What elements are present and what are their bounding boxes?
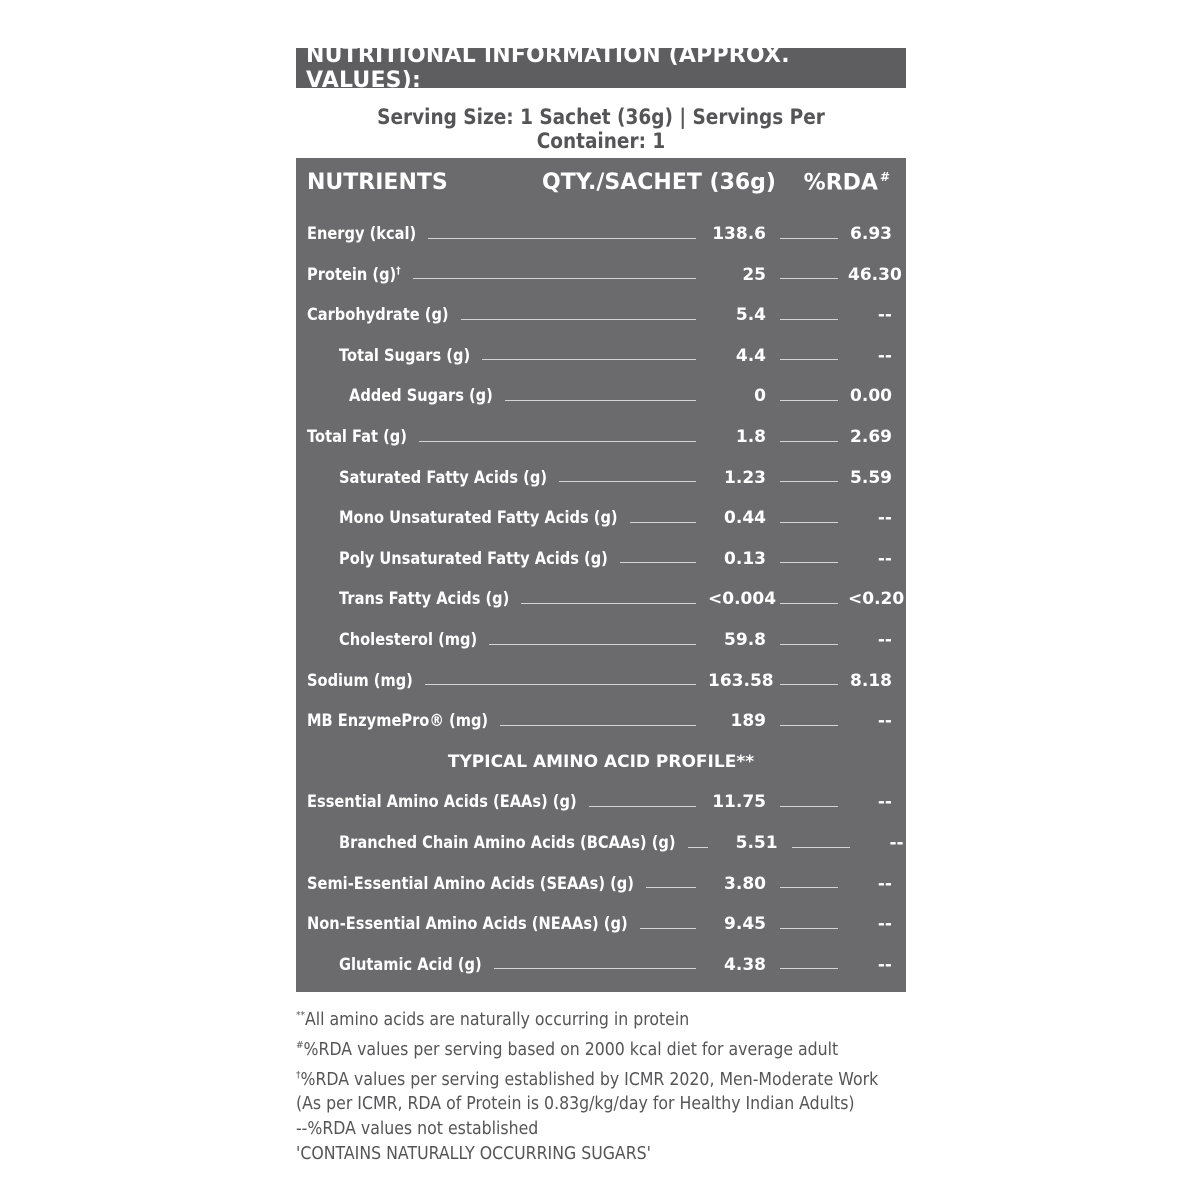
footnote <box>296 1033 854 1063</box>
nutrient-rda: -- <box>877 711 892 732</box>
nutrient-qty: 163.58 <box>708 670 774 691</box>
nutrient-name-text: Protein (g) <box>307 264 397 285</box>
nutrient-name <box>339 468 547 488</box>
nutrient-name-text: Saturated Fatty Acids (g) <box>339 467 548 488</box>
nutrient-mark: † <box>396 264 401 276</box>
header-qty: QTY./SACHET (36g) <box>542 170 776 195</box>
nutrient-qty: 1.23 <box>724 467 766 488</box>
table-row <box>296 544 906 574</box>
nutrient-rda: -- <box>877 873 892 894</box>
nutrient-qty: 138.6 <box>712 224 766 244</box>
nutrient-name <box>307 874 634 894</box>
leader-line <box>482 359 696 360</box>
nutrition-table <box>296 158 906 992</box>
nutrient-name-text: Cholesterol (mg) <box>339 630 478 650</box>
leader-line <box>780 238 838 239</box>
nutrient-qty: 3.80 <box>724 873 766 894</box>
leader-line <box>780 644 838 645</box>
nutrient-name-text: Carbohydrate (g) <box>307 305 449 326</box>
header-nutrients: NUTRIENTS <box>307 170 448 195</box>
leader-line <box>780 806 838 807</box>
footnote-text: %RDA values per serving based on 2000 kcal diet for average adult <box>303 1039 839 1060</box>
table-row <box>296 625 906 655</box>
nutrient-name-text: Essential Amino Acids (EAAs) (g) <box>307 792 577 813</box>
leader-line <box>780 522 838 523</box>
nutrient-qty: 1.8 <box>735 427 766 447</box>
table-row <box>296 300 906 330</box>
leader-line <box>461 319 696 320</box>
nutrient-qty: 59.8 <box>724 630 766 650</box>
nutrient-rda: -- <box>877 954 892 975</box>
nutrient-name <box>307 671 413 691</box>
nutrient-name <box>307 792 577 812</box>
nutrient-rda: 46.30 <box>848 264 902 285</box>
leader-line <box>792 847 850 848</box>
amino-section-title: TYPICAL AMINO ACID PROFILE** <box>447 751 755 772</box>
leader-line <box>780 359 838 360</box>
nutrient-name <box>339 589 509 609</box>
leader-line <box>780 887 838 888</box>
nutrient-name <box>339 833 676 853</box>
leader-line <box>780 725 838 726</box>
nutrient-name-text: Semi-Essential Amino Acids (SEAAs) (g) <box>307 873 634 894</box>
nutrient-name <box>339 955 482 975</box>
nutrient-rda: <0.20 <box>848 589 905 610</box>
footnote-text: --%RDA values not established <box>296 1119 539 1140</box>
nutrient-rda: -- <box>877 630 892 650</box>
nutrient-qty: 5.4 <box>735 305 766 326</box>
footnote-mark: ** <box>296 1010 305 1021</box>
leader-line <box>428 238 696 239</box>
footnote-text: All amino acids are naturally occurring in protein <box>305 1009 690 1030</box>
table-row <box>296 787 906 817</box>
footnote <box>296 1003 854 1033</box>
leader-line <box>494 968 696 969</box>
nutrient-qty: 4.4 <box>735 345 766 366</box>
leader-line <box>780 968 838 969</box>
leader-line <box>780 684 838 685</box>
nutrient-name <box>307 305 449 325</box>
table-row <box>296 463 906 493</box>
table-row <box>296 909 906 939</box>
nutrient-name <box>307 711 488 731</box>
header-rda-label: %RDA <box>803 170 878 196</box>
nutrient-rda: -- <box>877 305 892 326</box>
nutrient-name-text: Added Sugars (g) <box>349 386 493 407</box>
nutrient-qty: 9.45 <box>724 914 766 935</box>
nutrient-name-text: Total Sugars (g) <box>339 345 471 366</box>
table-row <box>296 828 906 858</box>
nutrient-name-text: Non-Essential Amino Acids (NEAAs) (g) <box>307 914 628 935</box>
nutrient-name <box>307 914 628 934</box>
nutrient-name-text: Branched Chain Amino Acids (BCAAs) (g) <box>339 833 676 853</box>
leader-line <box>640 928 696 929</box>
nutrient-name-text: Trans Fatty Acids (g) <box>339 589 510 610</box>
table-row <box>296 381 906 411</box>
footnote-text: 'CONTAINS NATURALLY OCCURRING SUGARS' <box>296 1144 651 1165</box>
footnotes <box>296 1003 916 1167</box>
nutrient-name <box>307 427 407 447</box>
leader-line <box>780 441 838 442</box>
nutrient-rda: -- <box>877 548 892 569</box>
nutrient-rda: 0.00 <box>850 386 892 407</box>
footnote <box>296 1142 854 1167</box>
footnote <box>296 1092 854 1117</box>
leader-line <box>630 522 696 523</box>
nutrient-name <box>339 630 477 650</box>
header-rda-mark: # <box>879 170 890 184</box>
nutrient-name <box>339 346 470 366</box>
leader-line <box>489 644 696 645</box>
nutrient-rda: 2.69 <box>850 427 892 447</box>
footnote <box>296 1063 879 1093</box>
footnote-mark: † <box>296 1069 301 1081</box>
nutrient-qty: 25 <box>742 264 766 285</box>
table-row <box>296 422 906 452</box>
nutrient-name-text: Poly Unsaturated Fatty Acids (g) <box>339 548 608 569</box>
footnote-mark: # <box>296 1039 304 1051</box>
table-row <box>296 260 906 290</box>
nutrient-name-text: Glutamic Acid (g) <box>339 954 482 975</box>
leader-line <box>521 603 696 604</box>
header-rda <box>804 170 890 195</box>
nutrient-rda: 5.59 <box>850 467 892 488</box>
nutrient-rda: -- <box>877 914 892 935</box>
nutrient-name <box>339 549 608 569</box>
leader-line <box>620 562 696 563</box>
nutrient-name-text: Mono Unsaturated Fatty Acids (g) <box>339 508 618 529</box>
nutrient-qty: 5.51 <box>735 833 778 853</box>
nutrient-name <box>339 508 618 528</box>
leader-line <box>780 603 838 604</box>
nutrient-qty: 0.13 <box>724 548 766 569</box>
nutrient-rda: -- <box>877 508 892 529</box>
leader-line <box>500 725 696 726</box>
nutrient-name <box>307 224 416 244</box>
leader-line <box>688 847 708 848</box>
serving-info: Serving Size: 1 Sachet (36g) | Servings Per Container: 1 <box>377 105 825 153</box>
leader-line <box>419 441 696 442</box>
nutrient-name-text: Sodium (mg) <box>307 670 413 691</box>
table-row <box>296 869 906 899</box>
nutrient-qty: <0.004 <box>708 589 777 610</box>
nutrient-qty: 11.75 <box>712 792 766 813</box>
leader-line <box>646 887 696 888</box>
nutrient-rda: 6.93 <box>850 224 892 244</box>
leader-line <box>780 481 838 482</box>
nutrient-qty: 0.44 <box>724 508 766 529</box>
nutrient-qty: 4.38 <box>724 954 766 975</box>
table-row <box>296 950 906 980</box>
leader-line <box>780 400 838 401</box>
nutrient-rda: 8.18 <box>850 670 892 691</box>
table-row <box>296 341 906 371</box>
leader-line <box>413 278 697 279</box>
table-row <box>296 706 906 736</box>
nutrient-rda: -- <box>877 792 892 813</box>
leader-line <box>780 319 838 320</box>
table-row <box>296 219 906 249</box>
leader-line <box>589 806 696 807</box>
table-row <box>296 584 906 614</box>
footnote <box>296 1117 854 1142</box>
nutrient-rda: -- <box>877 345 892 366</box>
nutrient-name <box>349 386 493 406</box>
table-row <box>296 666 906 696</box>
page-title: NUTRITIONAL INFORMATION (APPROX. VALUES): <box>306 43 790 93</box>
leader-line <box>505 400 696 401</box>
title-bar <box>296 43 906 93</box>
nutrient-rda: -- <box>889 833 904 853</box>
leader-line <box>780 562 838 563</box>
nutrient-name <box>307 265 401 285</box>
nutrient-name-text: MB EnzymePro® (mg) <box>307 711 489 732</box>
leader-line <box>780 928 838 929</box>
nutrient-qty: 0 <box>754 386 766 407</box>
leader-line <box>425 684 696 685</box>
leader-line <box>559 481 696 482</box>
footnote-text: %RDA values per serving established by ICMR 2020, Men-Moderate Work <box>300 1069 879 1090</box>
leader-line <box>780 278 838 279</box>
nutrient-name-text: Total Fat (g) <box>307 427 407 447</box>
nutrient-name-text: Energy (kcal) <box>307 224 417 244</box>
table-row <box>296 503 906 533</box>
footnote-text: (As per ICMR, RDA of Protein is 0.83g/kg/day for Healthy Indian Adults) <box>296 1094 855 1115</box>
nutrient-qty: 189 <box>730 711 766 732</box>
